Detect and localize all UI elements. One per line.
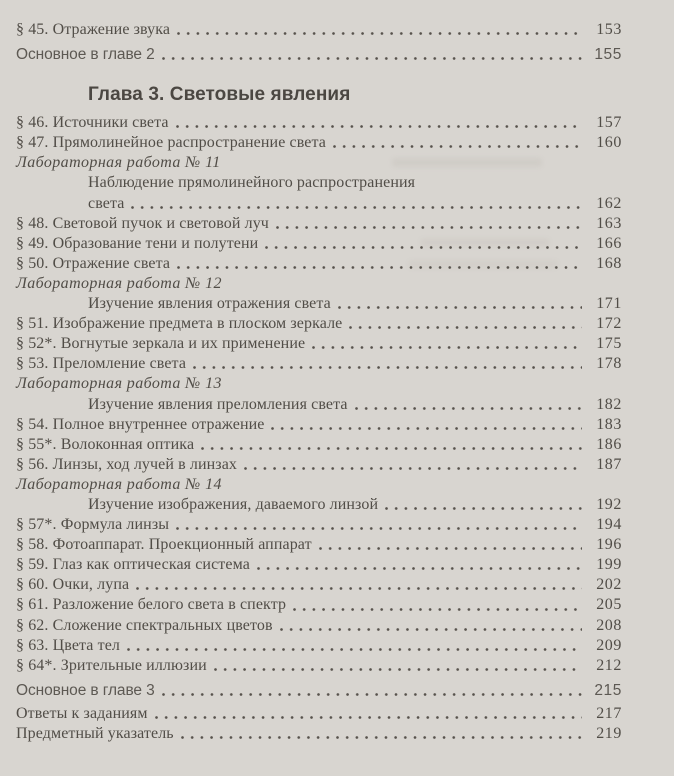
toc-entry xyxy=(16,455,622,475)
toc-entry xyxy=(16,314,622,334)
toc-entry xyxy=(16,595,622,615)
toc-entry xyxy=(16,214,622,234)
toc-entry-title: § 56. Линзы, ход лучей в линзах xyxy=(16,455,237,473)
dot-leader xyxy=(265,246,582,249)
toc-entry-title: § 58. Фотоаппарат. Проекционный аппарат xyxy=(16,536,312,554)
toc-entry-title: Наблюдение прямолинейного распространения xyxy=(88,174,416,192)
toc-entry xyxy=(16,575,622,595)
toc-entry-title: Лабораторная работа № 12 xyxy=(16,274,222,292)
toc-entry-title: Основное в главе 3 xyxy=(16,681,155,699)
toc-entry-page-number: 194 xyxy=(596,516,622,534)
dot-leader xyxy=(181,736,582,739)
toc-entry-title: § 45. Отражение звука xyxy=(16,21,171,38)
toc-entry xyxy=(16,395,622,415)
toc-entry-title: § 53. Преломление света xyxy=(16,355,187,373)
toc-entry xyxy=(16,274,622,294)
dot-leader xyxy=(201,447,582,450)
toc-entry-title: § 60. Очки, лупа xyxy=(16,576,130,594)
toc-entry-page-number: 192 xyxy=(596,495,622,513)
toc-entry xyxy=(16,254,622,274)
toc-entry-page-number: 160 xyxy=(596,134,622,152)
dot-leader xyxy=(333,145,582,148)
toc-entry xyxy=(16,724,622,744)
toc-entry xyxy=(16,475,622,495)
dot-leader xyxy=(131,206,582,209)
toc-entry xyxy=(16,133,622,153)
toc-entry-title: § 48. Световой пучок и световой луч xyxy=(16,214,269,232)
toc-entry-page-number: 212 xyxy=(596,656,622,674)
chapter-heading xyxy=(16,81,622,109)
toc-entry xyxy=(16,153,622,173)
dot-leader xyxy=(312,346,582,349)
toc-entry xyxy=(16,656,622,676)
toc-entry-title: § 63. Цвета тел xyxy=(16,636,120,654)
toc-entry xyxy=(16,515,622,535)
toc-entry-title: Изучение явления отражения света xyxy=(88,295,331,313)
toc-entry xyxy=(16,495,622,515)
toc-entry-page-number: 175 xyxy=(596,335,622,353)
dot-leader xyxy=(257,567,582,570)
toc-entry-page-number: 168 xyxy=(596,254,622,272)
toc-entry-page-number: 199 xyxy=(596,556,622,574)
toc-entry-page-number: 209 xyxy=(596,636,622,654)
toc-entry-title: § 54. Полное внутреннее отражение xyxy=(16,415,265,433)
dot-leader xyxy=(214,668,582,671)
toc-entry xyxy=(16,681,622,701)
toc-entry-title: § 49. Образование тени и полутени xyxy=(16,234,259,252)
toc-entry-page-number: 208 xyxy=(596,616,622,634)
toc-entry-page-number: 182 xyxy=(596,395,622,413)
toc-entry-title: § 51. Изображение предмета в плоском зеркале xyxy=(16,315,343,333)
toc-entry-page-number: 153 xyxy=(596,21,622,38)
toc-entry-page-number: 178 xyxy=(596,355,622,373)
toc-entry xyxy=(16,334,622,354)
dot-leader xyxy=(355,407,582,410)
toc-entry-page-number: 163 xyxy=(596,214,622,232)
toc-entry-page-number: 205 xyxy=(596,596,622,614)
toc-entry xyxy=(16,113,622,133)
toc-entry-page-number: 166 xyxy=(596,234,622,252)
toc-entry-title: § 52*. Вогнутые зеркала и их применение xyxy=(16,335,306,353)
toc-entry-title: Лабораторная работа № 11 xyxy=(16,154,221,172)
dot-leader xyxy=(155,716,582,719)
dot-leader xyxy=(319,547,582,550)
dot-leader xyxy=(349,326,582,329)
toc-entry xyxy=(16,20,622,40)
toc-entry xyxy=(16,294,622,314)
toc-entry-title: Лабораторная работа № 13 xyxy=(16,375,222,393)
dot-leader xyxy=(276,226,582,229)
toc-entry-page-number: 217 xyxy=(596,704,622,722)
toc-entry xyxy=(16,704,622,724)
toc-entry xyxy=(16,555,622,575)
toc-entry-page-number: 157 xyxy=(596,114,622,132)
toc-entry-title: § 47. Прямолинейное распространение света xyxy=(16,134,326,152)
dot-leader xyxy=(162,693,582,696)
dot-leader xyxy=(271,427,582,430)
toc-entry xyxy=(16,616,622,636)
toc-entry-page-number: 219 xyxy=(596,725,622,742)
toc-entry xyxy=(16,415,622,435)
dot-leader xyxy=(136,587,582,590)
toc-entry-page-number: 155 xyxy=(594,46,622,64)
dot-leader xyxy=(244,467,582,470)
toc-entry-title: § 50. Отражение света xyxy=(16,254,171,272)
toc-entry xyxy=(16,194,622,214)
dot-leader xyxy=(385,507,582,510)
dot-leader xyxy=(127,648,582,651)
chapter-heading-text: Глава 3. Световые явления xyxy=(88,84,351,106)
toc-entry-title: § 62. Сложение спектральных цветов xyxy=(16,616,273,634)
toc-entry xyxy=(16,234,622,254)
toc-entry-title: Изучение явления преломления света xyxy=(88,395,348,413)
toc-entry-title: Лабораторная работа № 14 xyxy=(16,475,222,493)
toc-entry-page-number: 171 xyxy=(596,295,622,313)
table-of-contents xyxy=(16,20,622,744)
toc-entry-title: § 64*. Зрительные иллюзии xyxy=(16,656,207,674)
dot-leader xyxy=(193,366,582,369)
toc-entry xyxy=(16,173,622,193)
dot-leader xyxy=(177,266,582,269)
toc-entry xyxy=(16,535,622,555)
toc-entry-page-number: 202 xyxy=(596,576,622,594)
toc-entry xyxy=(16,374,622,394)
toc-entry-page-number: 196 xyxy=(596,536,622,554)
toc-entry-page-number: 162 xyxy=(596,194,622,212)
toc-entry-title: света xyxy=(88,194,125,212)
dot-leader xyxy=(293,608,582,611)
toc-entry-page-number: 215 xyxy=(594,681,622,699)
toc-entry-title: Изучение изображения, даваемого линзой xyxy=(88,495,379,513)
toc-entry-title: § 46. Источники света xyxy=(16,114,169,132)
toc-entry-title: Ответы к заданиям xyxy=(16,704,148,722)
dot-leader xyxy=(280,628,582,631)
toc-entry-page-number: 172 xyxy=(596,315,622,333)
dot-leader xyxy=(176,527,582,530)
toc-entry-title: Основное в главе 2 xyxy=(16,46,155,64)
toc-entry-title: § 61. Разложение белого света в спектр xyxy=(16,596,287,614)
dot-leader xyxy=(176,125,582,128)
toc-entry xyxy=(16,636,622,656)
dot-leader xyxy=(162,57,582,60)
toc-entry-title: § 57*. Формула линзы xyxy=(16,516,170,534)
dot-leader xyxy=(177,32,582,35)
toc-entry-title: Предметный указатель xyxy=(16,725,174,742)
toc-entry-title: § 55*. Волоконная оптика xyxy=(16,435,195,453)
toc-entry-page-number: 187 xyxy=(596,455,622,473)
toc-entry xyxy=(16,45,622,65)
toc-entry-page-number: 186 xyxy=(596,435,622,453)
dot-leader xyxy=(338,306,582,309)
toc-entry xyxy=(16,354,622,374)
toc-entry-title: § 59. Глаз как оптическая система xyxy=(16,556,250,574)
toc-entry-page-number: 183 xyxy=(596,415,622,433)
toc-entry xyxy=(16,435,622,455)
